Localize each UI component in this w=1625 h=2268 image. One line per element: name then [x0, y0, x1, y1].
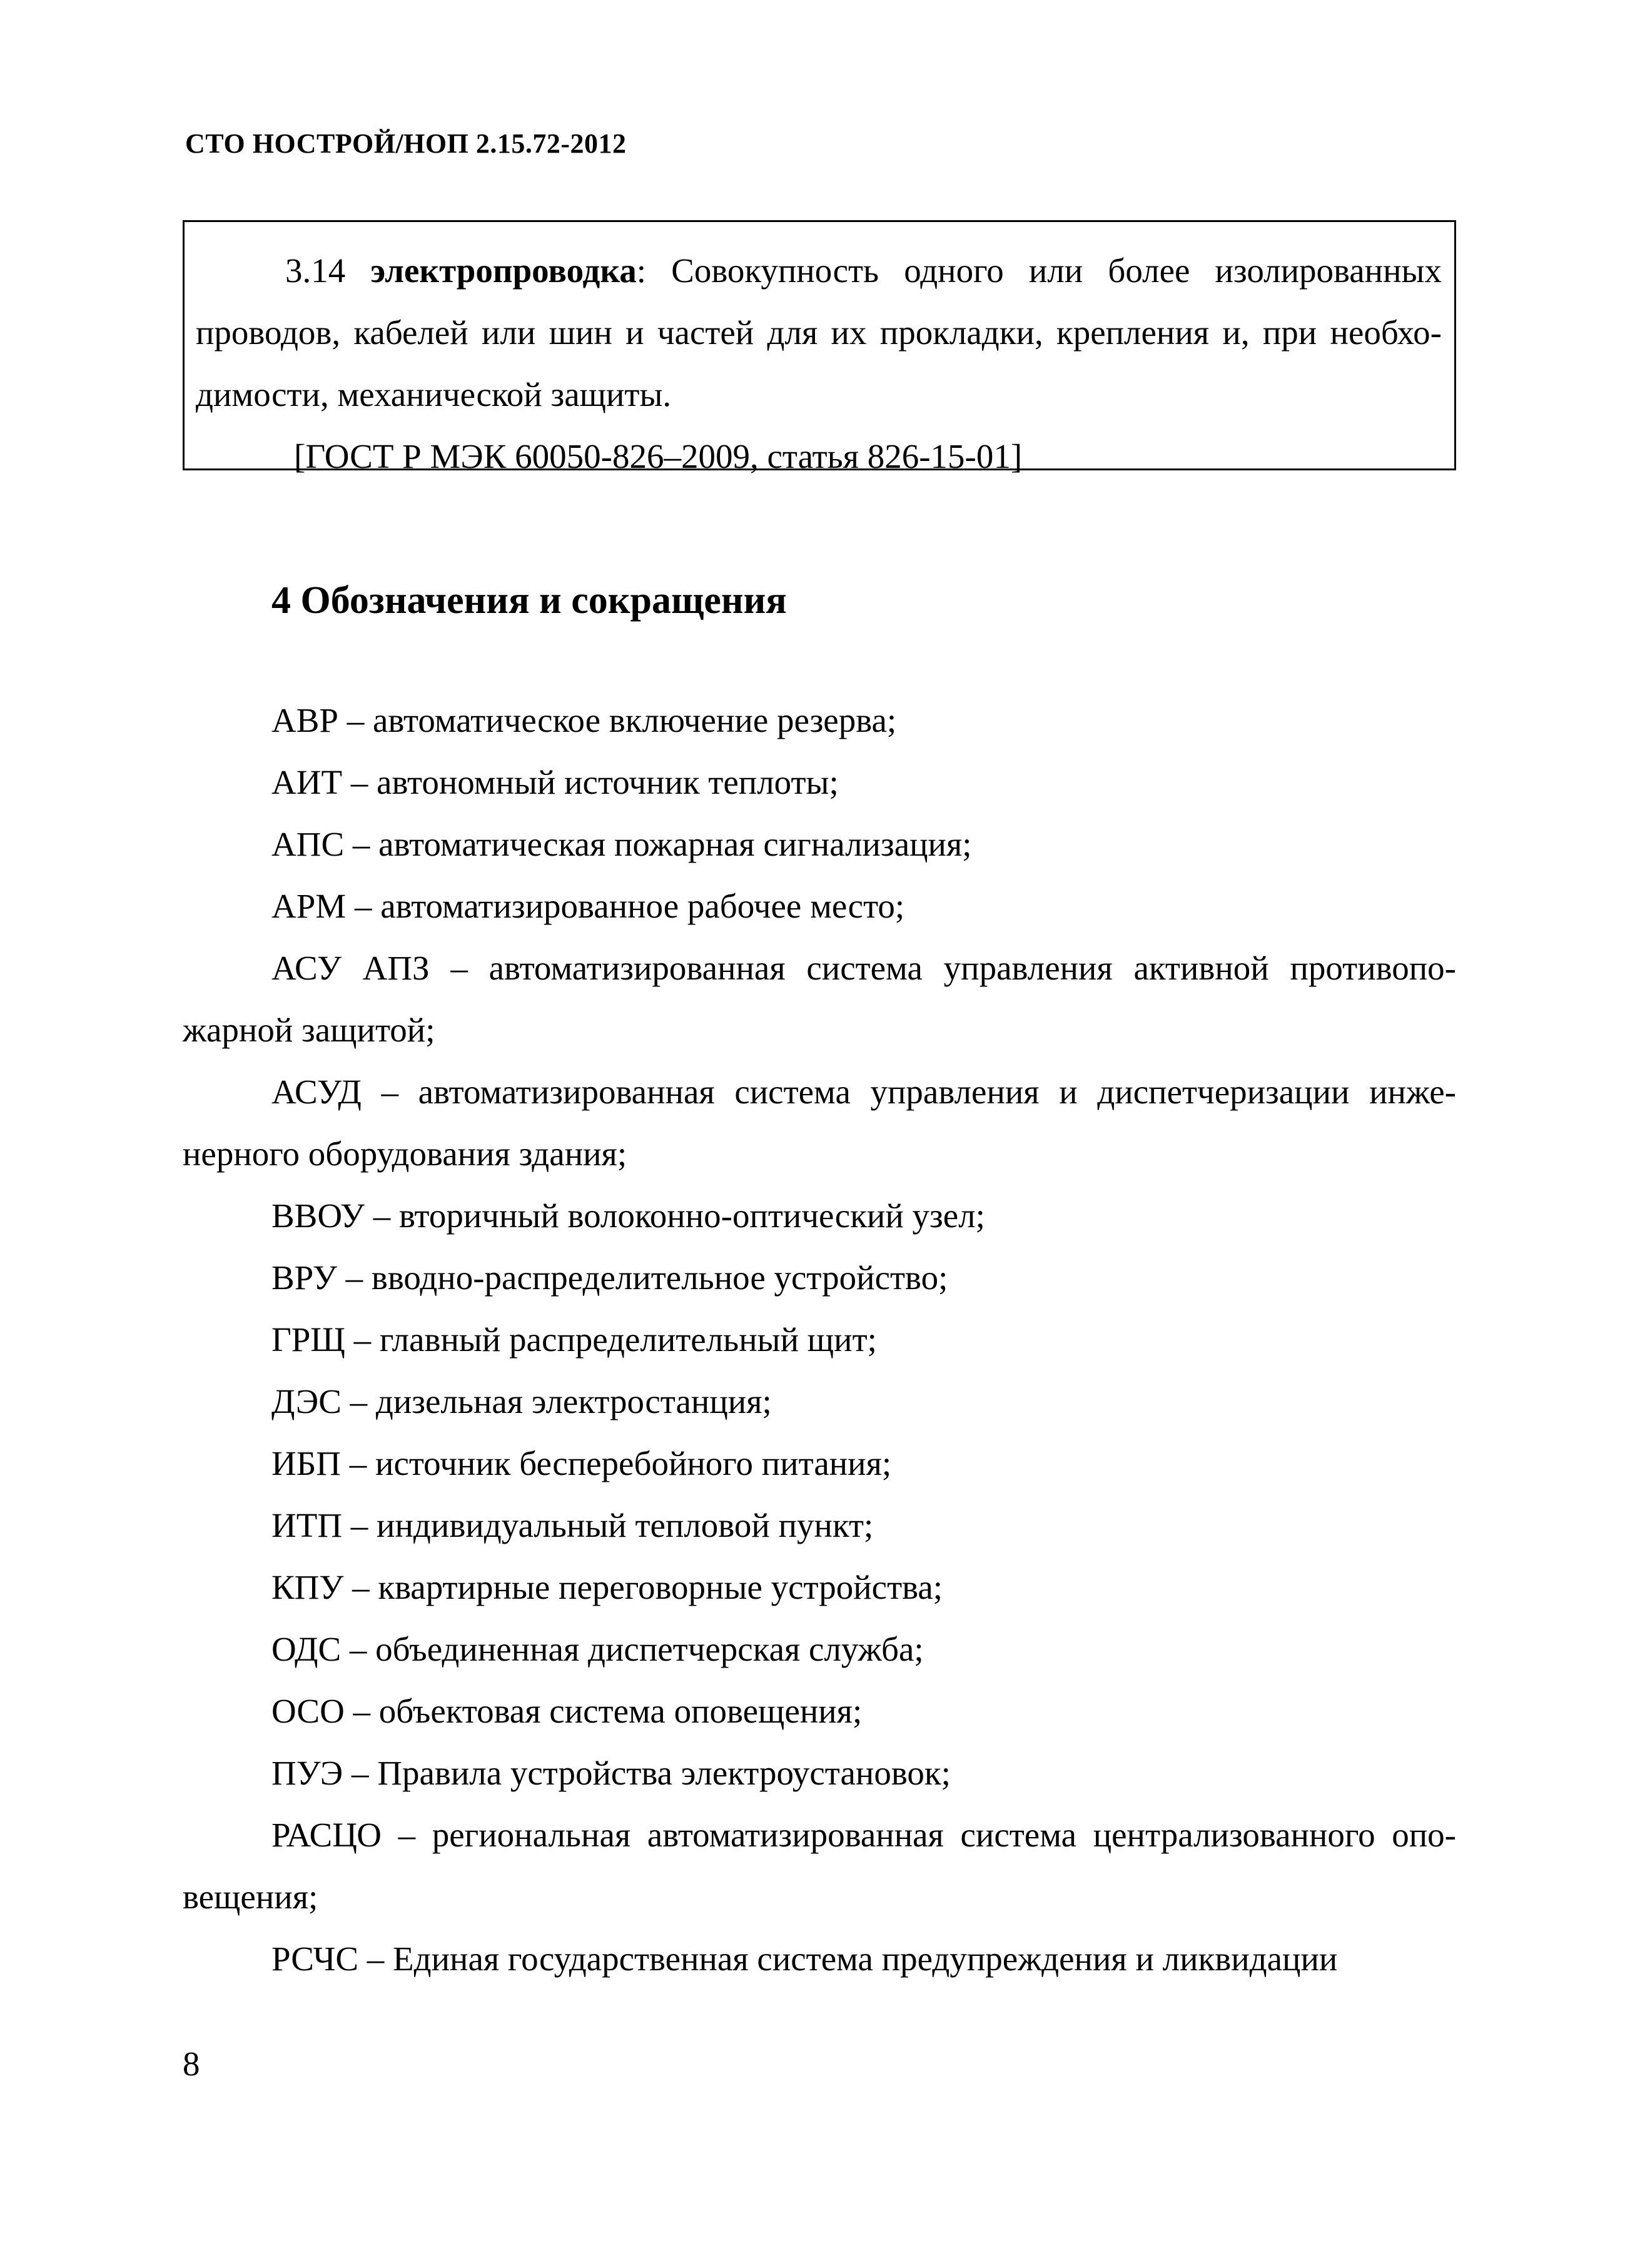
- abbreviation-entry: [183, 1185, 1456, 1247]
- definition-source: [ГОСТ Р МЭК 60050-826–2009, статья 826-15-01]: [294, 437, 1023, 475]
- abbreviation-entry: [183, 875, 1456, 937]
- abbreviation-line: АСУД – автоматизированная система управления и диспетчеризации инже-: [271, 1073, 1456, 1111]
- abbreviation-entry: [183, 1556, 1456, 1618]
- abbreviation-entry: [183, 1309, 1456, 1370]
- definition-line-2: проводов, кабелей или шин и частей для их прокладки, крепления и, при необхо-: [196, 313, 1442, 352]
- abbreviation-line: вещения;: [183, 1878, 318, 1916]
- abbreviation-line: жарной защитой;: [183, 1011, 435, 1049]
- definition-number: 3.14: [285, 251, 346, 290]
- abbreviation-line: АПС – автоматическая пожарная сигнализация;: [271, 825, 972, 863]
- definition-term: электропроводка: [370, 251, 637, 290]
- abbreviation-line: ГРЩ – главный распределительный щит;: [271, 1320, 877, 1359]
- page-number: 8: [183, 2045, 200, 2083]
- abbreviation-line: ПУЭ – Правила устройства электроустановок;: [271, 1754, 951, 1792]
- abbreviation-entry: [183, 1928, 1456, 1990]
- abbreviation-line: ВРУ – вводно-распределительное устройство;: [271, 1258, 948, 1297]
- abbreviation-line: ИТП – индивидуальный тепловой пункт;: [271, 1506, 874, 1544]
- abbreviation-entry: [183, 813, 1456, 875]
- abbreviation-line: АСУ АПЗ – автоматизированная система управления активной противопо-: [271, 949, 1456, 987]
- abbreviation-line: ИБП – источник бесперебойного питания;: [271, 1444, 892, 1482]
- abbreviation-line: КПУ – квартирные переговорные устройства;: [271, 1568, 943, 1606]
- abbreviation-entry: [183, 937, 1456, 1061]
- abbreviation-line: нерного оборудования здания;: [183, 1135, 627, 1173]
- abbreviation-entry: [183, 1432, 1456, 1494]
- abbreviation-entry: [183, 1742, 1456, 1804]
- abbreviation-entry: [183, 1494, 1456, 1556]
- definition-text: Совокупность одного или более изолированных: [671, 251, 1442, 290]
- abbreviation-entry: [183, 689, 1456, 751]
- definition-colon: :: [636, 251, 647, 290]
- abbreviation-line: РАСЦО – региональная автоматизированная система централизованного опо-: [271, 1816, 1456, 1854]
- abbreviation-line: ОСО – объектовая система оповещения;: [271, 1692, 863, 1730]
- abbreviation-line: ВВОУ – вторичный волоконно-оптический узел;: [271, 1197, 985, 1235]
- abbreviation-line: АРМ – автоматизированное рабочее место;: [271, 887, 905, 925]
- section-title: 4 Обозначения и сокращения: [271, 579, 787, 622]
- definition-line-3: димости, механической защиты.: [196, 375, 672, 413]
- abbreviation-line: АВР – автоматическое включение резерва;: [271, 701, 897, 739]
- document-code-header: СТО НОСТРОЙ/НОП 2.15.72-2012: [185, 128, 627, 159]
- abbreviation-list: [183, 689, 1456, 1990]
- definition-box: [183, 220, 1456, 475]
- abbreviation-entry: [183, 1370, 1456, 1432]
- abbreviation-entry: [183, 1804, 1456, 1928]
- abbreviation-entry: [183, 1618, 1456, 1680]
- abbreviation-entry: [183, 1680, 1456, 1742]
- abbreviation-line: АИТ – автономный источник теплоты;: [271, 763, 839, 801]
- abbreviation-line: ДЭС – дизельная электростанция;: [271, 1382, 772, 1420]
- abbreviation-line: ОДС – объединенная диспетчерская служба;: [271, 1630, 924, 1668]
- abbreviation-entry: [183, 1061, 1456, 1185]
- abbreviation-line: РСЧС – Единая государственная система предупреждения и ликвидации: [271, 1940, 1338, 1978]
- abbreviation-entry: [183, 1247, 1456, 1309]
- abbreviation-entry: [183, 751, 1456, 813]
- definition-line-1: [196, 240, 1442, 301]
